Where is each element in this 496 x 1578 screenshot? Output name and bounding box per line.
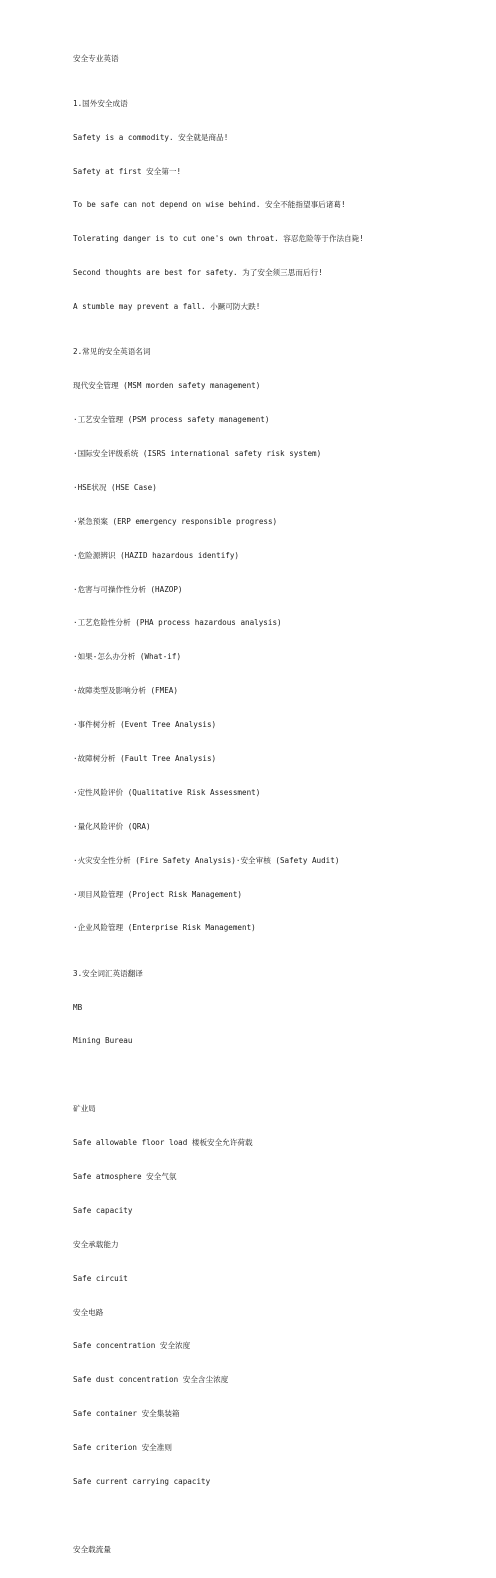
list-item: ·如果-怎么办分析 (What-if) — [73, 652, 182, 662]
list-item: ·量化风险评价 (QRA) — [73, 821, 151, 831]
list-item: ·定性风险评价 (Qualitative Risk Assessment) — [73, 787, 261, 797]
text-line: Safe container 安全集装箱 — [73, 1409, 180, 1419]
list-item: ·项目风险管理 (Project Risk Management) — [73, 889, 243, 899]
text-line: Safe allowable floor load 楼板安全允许荷载 — [73, 1138, 253, 1148]
list-item: ·事件树分析 (Event Tree Analysis) — [73, 720, 217, 730]
section-heading: 3.安全词汇英语翻译 — [73, 968, 143, 978]
text-line: 安全电路 — [73, 1307, 104, 1317]
blank-line — [73, 1510, 483, 1521]
text-line: 安全承载能力 — [73, 1239, 119, 1249]
text-line: Second thoughts are best for safety. 为了安全须三思而后行! — [73, 268, 323, 278]
document-body — [73, 30, 483, 1578]
text-line: Safe capacity — [73, 1205, 133, 1215]
list-item: ·HSE状况 (HSE Case) — [73, 482, 157, 492]
list-item: ·火灾安全性分析 (Fire Safety Analysis)·安全审核 (Safety Audit) — [73, 855, 340, 865]
text-line: A stumble may prevent a fall. 小蹶可防大跌! — [73, 302, 261, 312]
text-line: Safe dust concentration 安全含尘浓度 — [73, 1375, 229, 1385]
text-line: Tolerating danger is to cut one's own throat. 容忍危险等于作法自毙! — [73, 234, 364, 244]
text-line: 现代安全管理 (MSM morden safety management) — [73, 381, 261, 391]
text-line: Safe atmosphere 安全气氛 — [73, 1171, 177, 1181]
list-item: ·故障树分析 (Fault Tree Analysis) — [73, 754, 217, 763]
document-title: 安全专业英语 — [73, 53, 119, 63]
section-heading: 2.常见的安全英语名词 — [73, 347, 151, 357]
text-line: Safe circuit — [73, 1273, 128, 1283]
list-item: ·工艺安全管理 (PSM process safety management) — [73, 415, 270, 425]
text-line: 安全载流量 — [73, 1544, 111, 1554]
text-line: To be safe can not depend on wise behind. 安全不能指望事后诸葛! — [73, 200, 346, 210]
text-line: Safe criterion 安全准则 — [73, 1443, 172, 1453]
list-item: ·企业风险管理 (Enterprise Risk Management) — [73, 923, 256, 933]
list-item: ·危害与可操作性分析 (HAZOP) — [73, 584, 183, 594]
text-line: Safe current carrying capacity — [73, 1477, 211, 1486]
blank-line — [73, 1069, 483, 1080]
section-heading: 1.国外安全成语 — [73, 98, 128, 108]
text-line: Safety is a commodity. 安全就是商品! — [73, 132, 229, 142]
text-line: MB — [73, 1002, 83, 1012]
list-item: ·国际安全评级系统 (ISRS international safety risk system) — [73, 448, 322, 458]
list-item: ·故障类型及影响分析 (FMEA) — [73, 686, 178, 696]
list-item: ·紧急预案 (ERP emergency responsible progress) — [73, 516, 278, 526]
list-item: ·工艺危险性分析 (PHA process hazardous analysis) — [73, 618, 282, 628]
text-line: Safety at first 安全第一! — [73, 166, 182, 176]
text-line: 矿业局 — [73, 1104, 96, 1114]
text-line: Safe concentration 安全浓度 — [73, 1341, 191, 1351]
text-line: Mining Bureau — [73, 1036, 133, 1046]
list-item: ·危险源辨识 (HAZID hazardous identify) — [73, 550, 239, 560]
